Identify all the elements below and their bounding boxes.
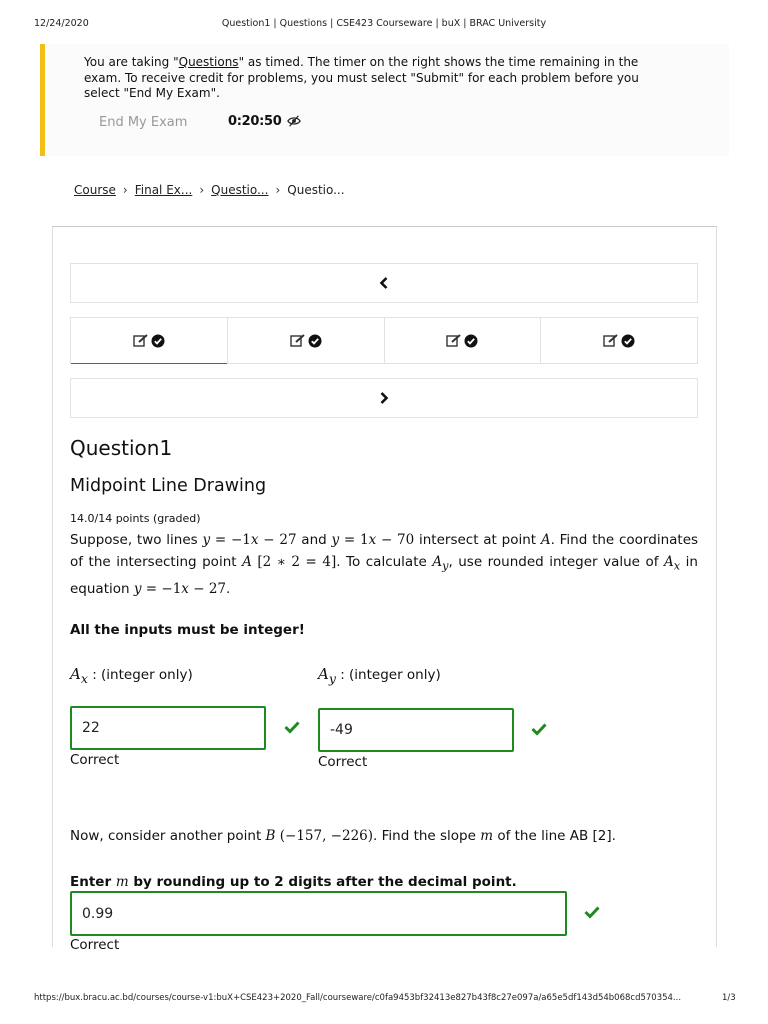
unit-tabs [70,317,698,364]
problem-points: 14.0/14 points (graded) [70,512,201,525]
ay-input[interactable]: -49 [318,708,514,752]
tab-unit-2[interactable] [228,318,385,363]
banner-message: You are taking "Questions" as timed. The timer on the right shows the time remaining in the exam. To receive credit for problems, you must select "Submit" for each problem before you select "End My Exam". [84,55,639,100]
next-unit-button[interactable] [70,378,698,418]
ax-status: Correct [70,752,120,768]
tab-unit-4[interactable] [541,318,697,363]
edit-icon [290,334,306,348]
content-left-border [52,227,53,947]
edit-icon [603,334,619,348]
breadcrumb: Course › Final Ex... › Questio... › Questio... [74,183,345,197]
print-page-number: 1/3 [722,993,736,1003]
ax-label: $A_x$ : (integer only) [70,665,193,686]
chevron-left-icon [379,276,389,290]
chevron-right-icon [379,391,389,405]
header-divider [52,226,717,227]
content-right-border [716,227,717,947]
timer-display: 0:20:50 [228,114,282,129]
edit-icon [446,334,462,348]
ay-label: $A_y$ : (integer only) [318,665,441,686]
check-circle-icon [621,334,635,348]
edit-icon [133,334,149,348]
m-status: Correct [70,937,120,953]
problem-subtitle: Midpoint Line Drawing [70,476,267,496]
breadcrumb-course[interactable]: Course [74,183,116,197]
print-date: 12/24/2020 [34,18,89,29]
end-exam-button[interactable]: End My Exam [99,115,188,130]
check-circle-icon [308,334,322,348]
breadcrumb-current: Questio... [287,183,345,197]
check-circle-icon [464,334,478,348]
m-input[interactable]: 0.99 [70,891,567,936]
tab-unit-1[interactable] [71,318,228,363]
print-url: https://bux.bracu.ac.bd/courses/course-v1:buX+CSE423+2020_Fall/courseware/c0fa9453bf32413e827b43f8c27e097a/a65e5df143d54b068cd570354... [34,993,682,1003]
checkmark-icon [584,905,600,919]
tab-unit-3[interactable] [385,318,542,363]
previous-unit-button[interactable] [70,263,698,303]
breadcrumb-final-exam[interactable]: Final Ex... [134,183,193,197]
part2-question: Now, consider another point B (−157, −226). Find the slope m of the line AB [2]. [70,828,616,844]
ax-input[interactable]: 22 [70,706,266,750]
m-label: Enter m by rounding up to 2 digits after the decimal point. [70,874,517,890]
check-circle-icon [151,334,165,348]
checkmark-icon [531,722,547,736]
exam-link[interactable]: Questions [178,55,239,69]
print-title: Question1 | Questions | CSE423 Courseware | buX | BRAC University [221,18,547,29]
problem-heading: Question1 [70,436,173,460]
breadcrumb-questions[interactable]: Questio... [211,183,269,197]
eye-slash-icon[interactable] [287,114,301,128]
ay-status: Correct [318,754,368,770]
problem-intro: Suppose, two lines y = −1x − 27 and y = 1x − 70 intersect at point A. Find the coordinates of the intersecting point A [2 ∗ 2 = 4]. To calculate $A_y$, use rounded integer value of $A_x$ in equation y = −1x − 27. [70,532,699,597]
integer-note: All the inputs must be integer! [70,622,305,638]
checkmark-icon [284,720,300,734]
